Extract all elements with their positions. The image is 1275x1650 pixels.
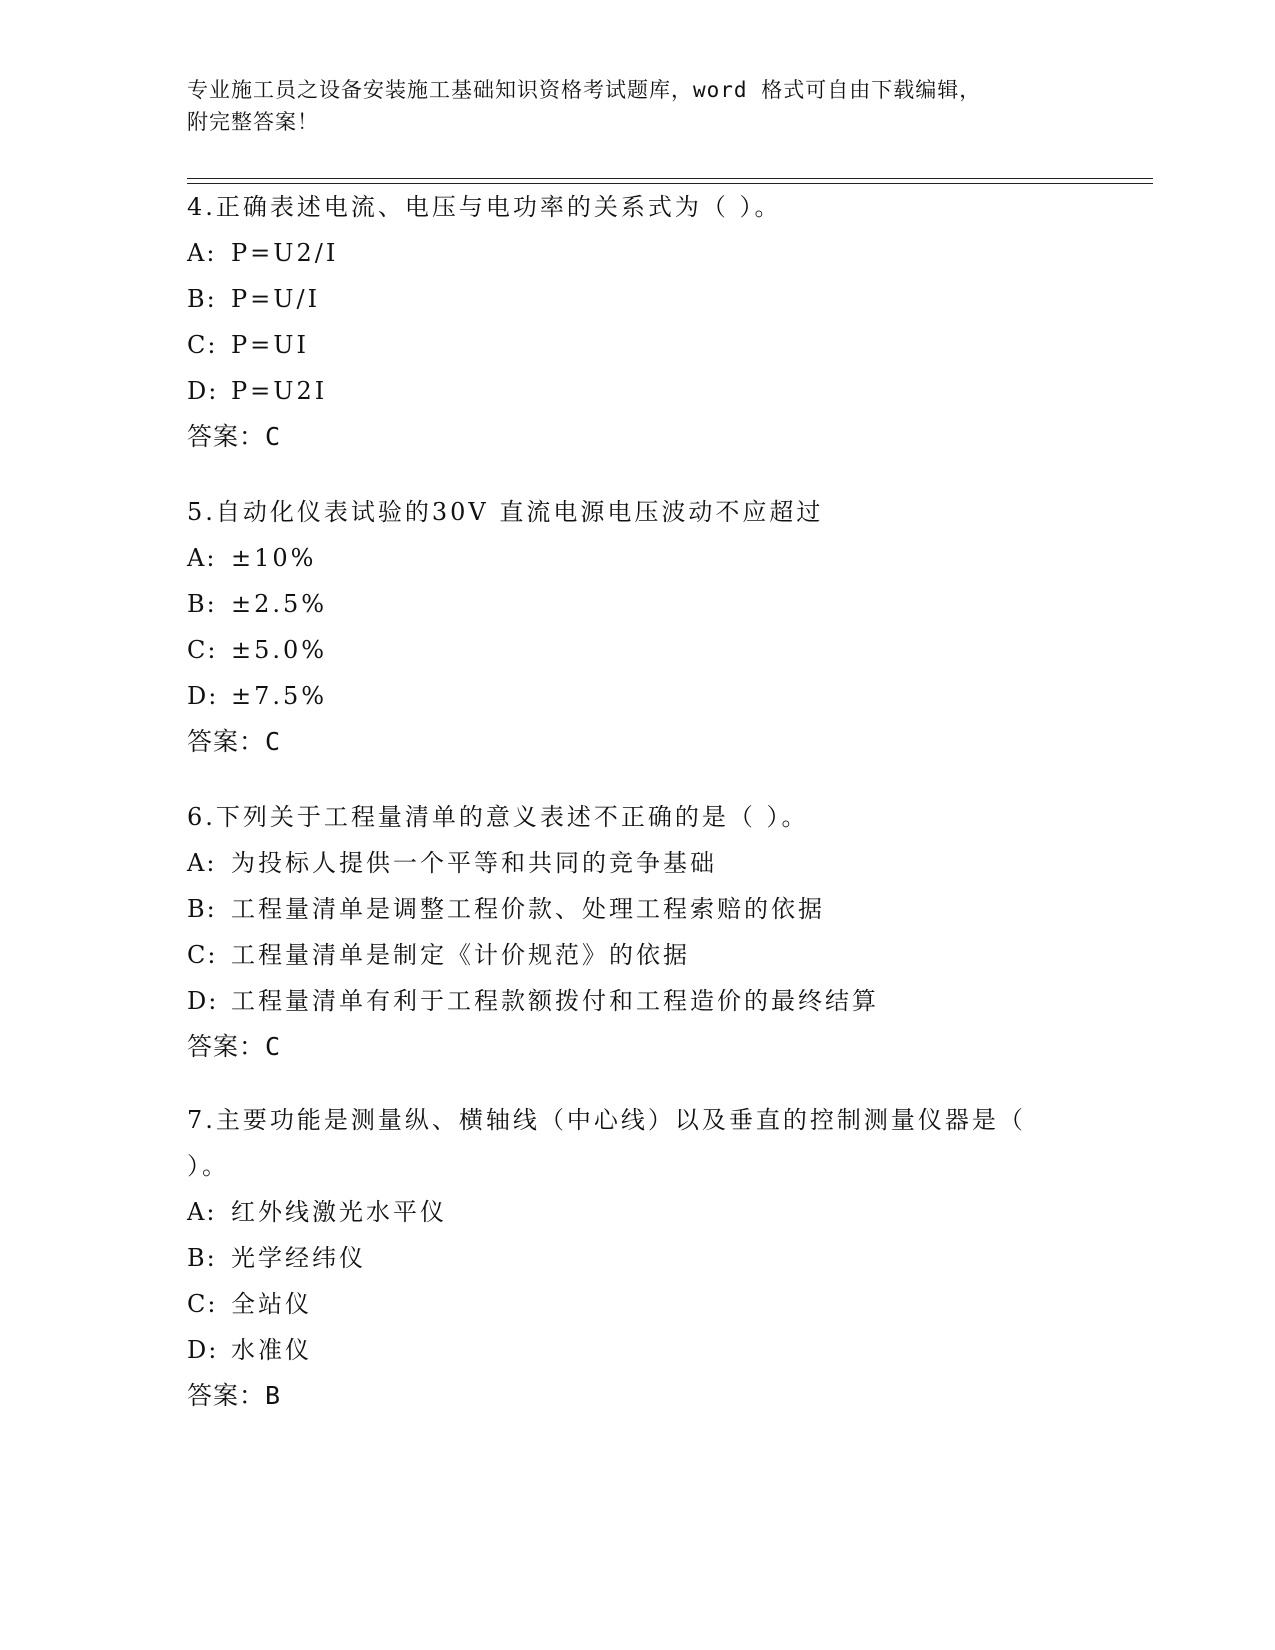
question-7 — [187, 1097, 1087, 1419]
option-text: ±10% — [231, 544, 317, 572]
option-text: ±5.0% — [231, 636, 328, 664]
option-label: B: — [187, 590, 217, 618]
option-label: A: — [187, 544, 217, 572]
header-divider-top — [187, 178, 1153, 179]
option-text: 水准仪 — [231, 1336, 312, 1364]
option-label: D: — [187, 682, 219, 710]
header-line-1: 专业施工员之设备安装施工基础知识资格考试题库，word 格式可自由下载编辑， — [187, 78, 982, 102]
question-text: 7.主要功能是测量纵、横轴线（中心线）以及垂直的控制测量仪器是（ ）。 — [187, 1106, 1026, 1180]
answer-line — [187, 719, 1087, 765]
answer-value: C — [265, 422, 282, 451]
answer-line — [187, 414, 1087, 460]
question-text: 5.自动化仪表试验的30V 直流电源电压波动不应超过 — [187, 498, 824, 526]
option-text: P=UI — [231, 331, 309, 359]
option-text: P=U/I — [231, 285, 321, 313]
option-c — [187, 627, 1087, 673]
option-text: 光学经纬仪 — [231, 1244, 366, 1272]
option-d — [187, 1327, 1087, 1373]
header-line-2: 附完整答案！ — [187, 110, 319, 134]
option-text: 工程量清单是调整工程价款、处理工程索赔的依据 — [231, 895, 825, 923]
answer-value: C — [265, 1032, 282, 1061]
option-label: D: — [187, 377, 219, 405]
option-text: 为投标人提供一个平等和共同的竞争基础 — [231, 849, 717, 877]
option-d — [187, 978, 1087, 1024]
option-text: ±7.5% — [231, 682, 328, 710]
answer-prefix: 答案： — [187, 422, 266, 451]
answer-value: B — [265, 1381, 282, 1410]
option-d — [187, 368, 1087, 414]
answer-prefix: 答案： — [187, 727, 266, 756]
answer-value: C — [265, 727, 282, 756]
question-5 — [187, 489, 1087, 765]
option-b — [187, 276, 1087, 322]
option-a — [187, 535, 1087, 581]
option-label: B: — [187, 285, 217, 313]
option-label: C: — [187, 1290, 218, 1318]
option-text: ±2.5% — [231, 590, 328, 618]
option-text: 红外线激光水平仪 — [231, 1198, 447, 1226]
option-b — [187, 1235, 1087, 1281]
option-label: D: — [187, 987, 219, 1015]
option-label: C: — [187, 941, 218, 969]
option-a — [187, 230, 1087, 276]
option-text: 工程量清单是制定《计价规范》的依据 — [231, 941, 690, 969]
answer-line — [187, 1373, 1087, 1419]
option-label: B: — [187, 1244, 217, 1272]
option-c — [187, 322, 1087, 368]
question-4 — [187, 184, 1087, 460]
option-d — [187, 673, 1087, 719]
option-text: P=U2I — [231, 377, 328, 405]
option-text: 全站仪 — [231, 1290, 312, 1318]
answer-line — [187, 1024, 1087, 1070]
option-label: B: — [187, 895, 217, 923]
option-a — [187, 1189, 1087, 1235]
answer-prefix: 答案： — [187, 1032, 266, 1061]
option-label: A: — [187, 849, 217, 877]
option-c — [187, 932, 1087, 978]
option-label: C: — [187, 331, 218, 359]
option-label: A: — [187, 239, 217, 267]
question-text: 4.正确表述电流、电压与电功率的关系式为（ ）。 — [187, 193, 782, 221]
option-a — [187, 840, 1087, 886]
answer-prefix: 答案： — [187, 1381, 266, 1410]
option-text: 工程量清单有利于工程款额拨付和工程造价的最终结算 — [231, 987, 879, 1015]
option-c — [187, 1281, 1087, 1327]
question-6 — [187, 794, 1087, 1070]
document-header — [187, 74, 1087, 138]
option-b — [187, 886, 1087, 932]
option-b — [187, 581, 1087, 627]
option-label: A: — [187, 1198, 217, 1226]
option-label: D: — [187, 1336, 219, 1364]
option-label: C: — [187, 636, 218, 664]
question-text: 6.下列关于工程量清单的意义表述不正确的是（ ）。 — [187, 803, 809, 831]
option-text: P=U2/I — [231, 239, 339, 267]
